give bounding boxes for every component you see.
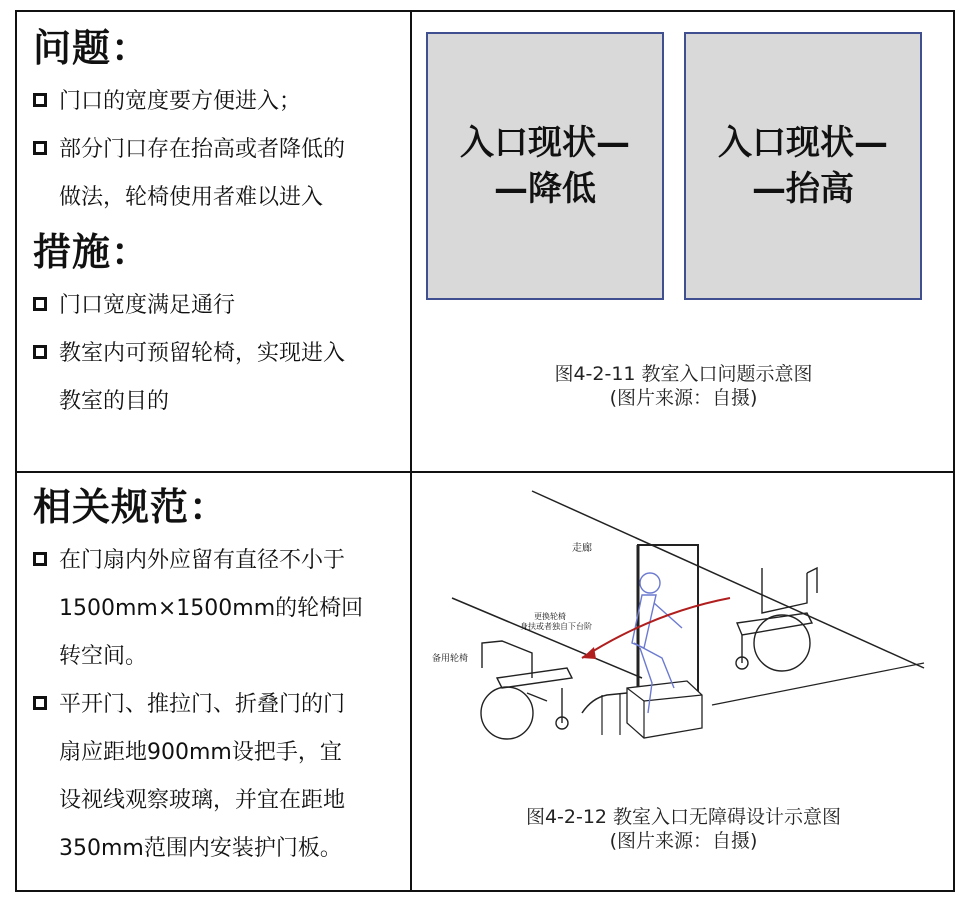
regulation-item-continuation: 350mm范围内安装护门板。 [59,836,342,861]
problem-measures-cell [17,12,410,471]
photo-placeholder-lowered [426,32,664,300]
regulation-item-continuation: 1500mm×1500mm的轮椅回 [59,596,364,621]
spare-wheelchair-icon [481,641,572,739]
bullet-square-icon [33,345,47,359]
diagram-label-spare-wheelchair: 备用轮椅 [432,654,469,664]
corridor-wall-line [452,598,642,678]
photo-caption-line: —降低 [494,169,596,209]
bullet-square-icon [33,93,47,107]
bullet-square-icon [33,552,47,566]
regulation-item: 平开门、推拉门、折叠门的门 [33,681,400,729]
transfer-arrow [582,598,730,658]
figure-caption [412,362,955,410]
problem-heading: 问题： [33,26,151,70]
bullet-square-icon [33,141,47,155]
figure-caption [412,805,955,853]
diagram-label-transfer-detail: 身扶或者独自下台阶 [520,622,592,631]
problem-item: 门口的宽度要方便进入； [33,78,400,126]
photo-caption-line: 入口现状— [718,123,888,163]
content-table [15,10,955,892]
regulation-item-continuation: 设视线观察玻璃，并宜在距地 [59,788,346,813]
photo-caption-line: 入口现状— [460,123,630,163]
corridor-wall-line [532,491,924,668]
regulations-cell [17,473,410,892]
bullet-square-icon [33,297,47,311]
regulation-item: 在门扇内外应留有直径不小于 [33,537,400,585]
figure-caption-title: 图4-2-11 教室入口问题示意图 [554,363,813,385]
problem-item: 部分门口存在抬高或者降低的 [33,126,400,174]
diagram-label-transfer: 更换轮椅 [534,612,566,621]
figure-caption-source: (图片来源：自摄) [609,387,758,409]
photo-placeholder-raised [684,32,922,300]
accessible-entrance-cell [412,473,955,892]
diagram-label-corridor: 走廊 [572,543,592,554]
wheelchair-icon [736,568,817,671]
bullet-square-icon [33,696,47,710]
figure-caption-title: 图4-2-12 教室入口无障碍设计示意图 [525,806,842,828]
regulations-heading: 相关规范： [33,485,229,529]
entrance-photos-cell [412,12,955,471]
figure-caption-source: (图片来源：自摄) [609,830,758,852]
accessible-entrance-diagram [412,473,955,763]
step-platform [627,681,702,738]
measure-item: 教室内可预留轮椅，实现进入 [33,330,400,378]
regulation-item-continuation: 转空间。 [59,644,148,669]
regulation-item-continuation: 扇应距地900mm设把手，宜 [59,740,342,765]
photo-caption-line: —抬高 [752,169,854,209]
problem-item-continuation: 做法，轮椅使用者难以进入 [59,185,324,210]
measure-item-continuation: 教室的目的 [59,389,170,414]
measures-heading: 措施： [33,230,151,274]
measure-item: 门口宽度满足通行 [33,282,400,330]
